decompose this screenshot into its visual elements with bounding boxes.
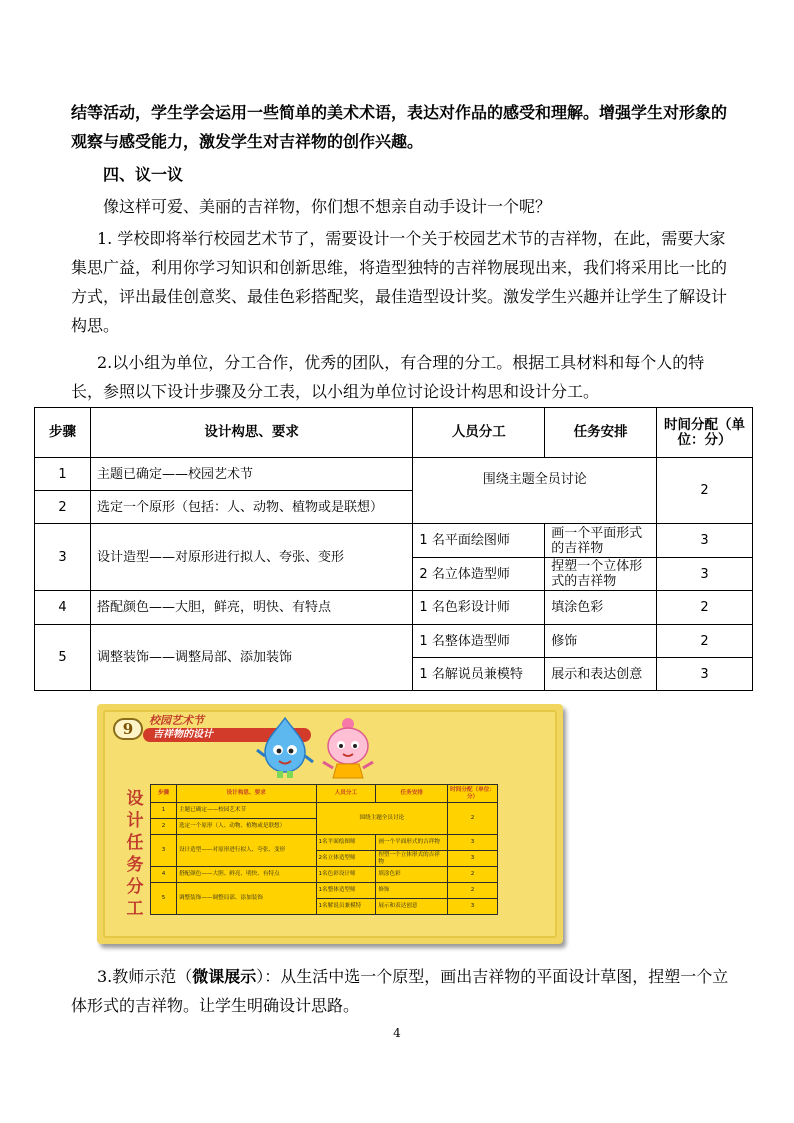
mini-row5-step: 5 [151,883,177,915]
slide-number-badge: 9 [113,718,143,740]
mini-row12-time: 2 [448,803,498,835]
demo-bold-microlesson: 微课展示 [192,967,257,986]
demo-prefix: 3.教师示范（ [97,967,193,986]
slide-title-top: 校园艺术节 [149,714,204,727]
intro-paragraph: 结等活动，学生学会运用一些简单的美术术语，表达对作品的感受和理解。增强学生对形象的观察与感受能力，激发学生对吉祥物的创作兴趣。 [71,103,728,151]
row5a-time: 2 [657,625,753,658]
mini-header-task: 任务安排 [376,785,448,803]
header-time: 时间分配（单位：分） [657,408,753,458]
row3b-staff: 2 名立体造型师 [413,558,545,591]
mini-row3b-staff: 2名立体造型师 [316,851,376,867]
row1-step: 1 [35,458,91,491]
mini-row3b-time: 3 [448,851,498,867]
row5a-task: 修饰 [545,625,657,658]
task-assignment-table [34,407,753,691]
row2-design: 选定一个原形（包括：人、动物、植物或是联想） [90,491,412,524]
row3-step: 3 [35,524,91,591]
row4-time: 2 [657,591,753,625]
row5-design: 调整装饰——调整局部、添加装饰 [90,625,412,691]
mini-row1-design: 主题已确定——校园艺术节 [176,803,316,819]
row3-design: 设计造型——对原形进行拟人、夸张、变形 [90,524,412,591]
activity-paragraph-1: 1. 学校即将举行校园艺术节了，需要设计一个关于校园艺术节的吉祥物，在此，需要大家集思广益，利用你学习知识和创新思维，将造型独特的吉祥物展现出来，我们将采用比一比的方式，评出最佳创意奖、最佳色彩搭配奖，最佳造型设计奖。激发学生兴趣并让学生了解设计构思。 [71,229,728,335]
mini-row5a-time: 2 [448,883,498,899]
slide-title-band-text: 吉祥物的设计 [153,729,213,740]
mini-row4-step: 4 [151,867,177,883]
mini-row3-design: 设计造型——对原形进行拟人、夸张、变形 [176,835,316,867]
blue-water-drop-mascot-icon [255,716,315,780]
row5b-task: 展示和表达创意 [545,658,657,691]
demo-paragraph [71,962,731,1020]
mini-row5b-time: 3 [448,899,498,915]
row4-task: 填涂色彩 [545,591,657,625]
slide-image [97,704,563,944]
mini-header-design: 设计构思、要求 [176,785,316,803]
mini-row3a-staff: 1名平面绘图师 [316,835,376,851]
row3a-time: 3 [657,524,753,558]
row4-design: 搭配颜色——大胆，鲜亮，明快、有特点 [90,591,412,625]
mini-row5a-task: 修饰 [376,883,448,899]
row3a-staff: 1 名平面绘图师 [413,524,545,558]
mini-row5a-staff: 1名整体造型师 [316,883,376,899]
slide-vertical-title: 设计任务分工 [126,789,144,919]
header-task: 任务安排 [545,408,657,458]
row12-discussion: 围绕主题全员讨论 [413,458,657,524]
row1-design: 主题已确定——校园艺术节 [90,458,412,491]
mini-row1-step: 1 [151,803,177,819]
mini-row2-step: 2 [151,819,177,835]
question-paragraph: 像这样可爱、美丽的吉祥物，你们想不想亲自动手设计一个呢？ [103,197,552,216]
mini-row4-task: 填涂色彩 [376,867,448,883]
mini-row3a-task: 画一个平面形式的吉祥物 [376,835,448,851]
mini-row5-design: 调整装饰——调整局部、添加装饰 [176,883,316,915]
mini-header-step: 步骤 [151,785,177,803]
mini-row4-staff: 1名色彩设计师 [316,867,376,883]
row4-staff: 1 名色彩设计师 [413,591,545,625]
mini-row5b-staff: 1名解说员兼模特 [316,899,376,915]
mini-row12-discussion: 围绕主题全员讨论 [316,803,448,835]
row3a-task: 画一个平面形式的吉祥物 [545,524,657,558]
row2-step: 2 [35,491,91,524]
row4-step: 4 [35,591,91,625]
mini-row2-design: 选定一个原形（人、动物、植物或是联想） [176,819,316,835]
row3b-time: 3 [657,558,753,591]
mini-row4-design: 搭配颜色——大胆、鲜亮、明快、有特点 [176,867,316,883]
row3b-task: 捏塑一个立体形式的吉祥物 [545,558,657,591]
row5-step: 5 [35,625,91,691]
mini-header-time: 时间分配（单位：分） [448,785,498,803]
demo-suffix: ）：从生活中选一个原型，画出吉祥物的平面设计草图，捏塑一个立体形式的吉祥物。让学生明确设计思路。 [71,967,729,1015]
row5b-staff: 1 名解说员兼模特 [413,658,545,691]
row5b-time: 3 [657,658,753,691]
page-number: 4 [393,1026,401,1040]
mini-row4-time: 2 [448,867,498,883]
mini-row3-step: 3 [151,835,177,867]
mini-row5b-task: 展示和表达创意 [376,899,448,915]
header-step: 步骤 [35,408,91,458]
slide-mini-table [150,784,498,915]
row5a-staff: 1 名整体造型师 [413,625,545,658]
row12-time: 2 [657,458,753,524]
header-staff: 人员分工 [413,408,545,458]
pink-mascot-icon [319,716,377,782]
section-heading: 四、议一议 [103,165,184,184]
activity-paragraph-2: 2.以小组为单位，分工合作，优秀的团队，有合理的分工。根据工具材料和每个人的特长，参照以下设计步骤及分工表，以小组为单位讨论设计构思和设计分工。 [71,353,705,401]
mini-row3a-time: 3 [448,835,498,851]
mini-header-staff: 人员分工 [316,785,376,803]
mini-row3b-task: 捏塑一个立体形式的吉祥物 [376,851,448,867]
header-design: 设计构思、要求 [90,408,412,458]
